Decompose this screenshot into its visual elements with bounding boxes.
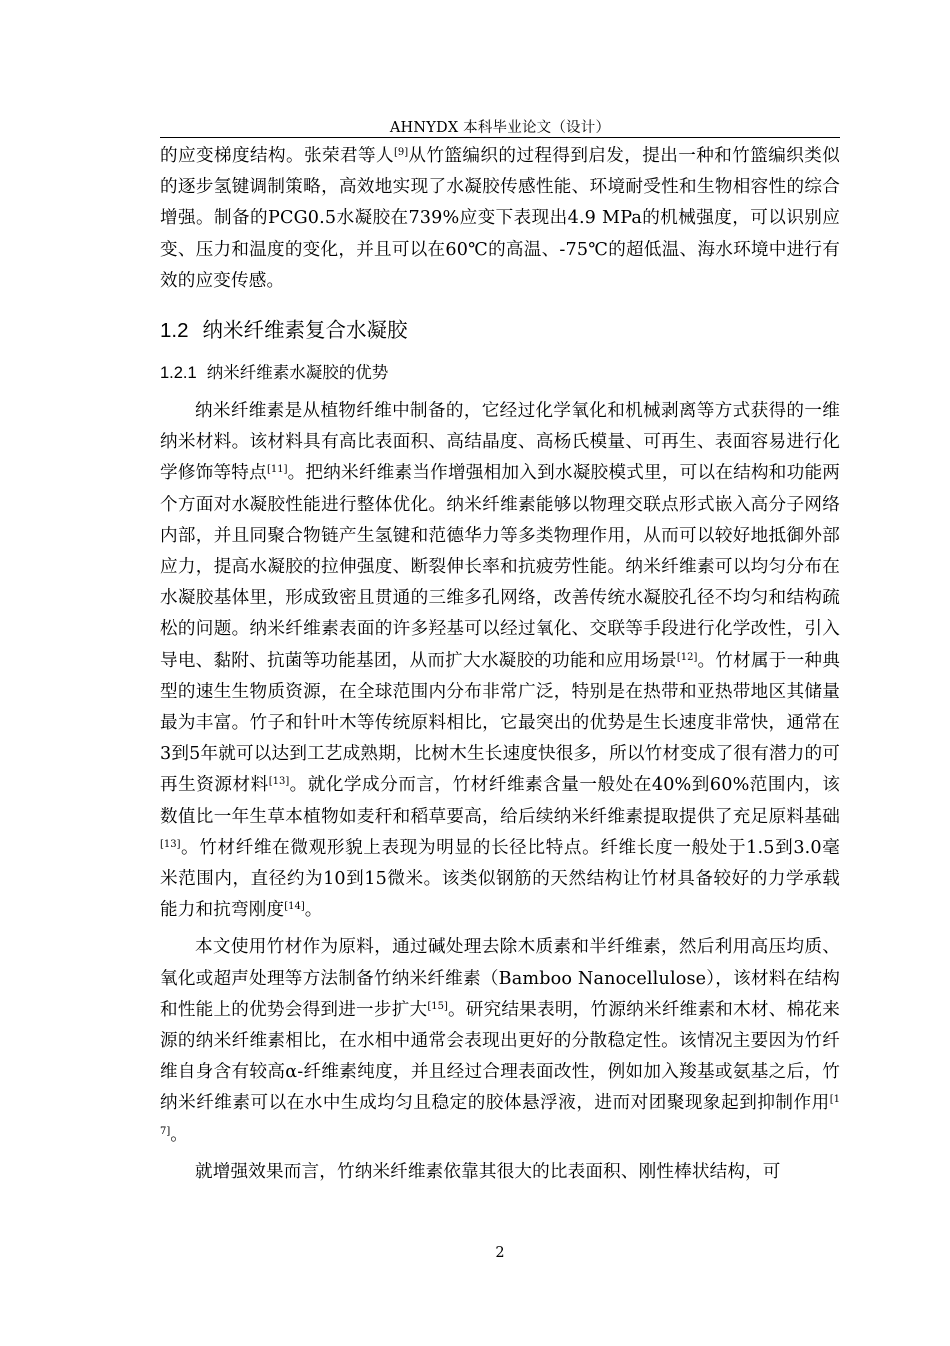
paragraph-text: 。就化学成分而言，竹材纤维素含量一般处在40%到60%范围内，该数值比一年生草本植物如麦秆和稻草要高，给后续纳米纤维素提取提供了充足原料基础 [160,775,841,827]
page-body [160,141,840,1188]
paragraph [160,396,840,926]
section-heading [160,315,840,346]
section-title: 纳米纤维素复合水凝胶 [202,318,408,343]
paragraph-text: 。竹材属于一种典型的速生生物质资源，在全球范围内分布非常广泛，特别是在热带和亚热带地区其储量最为丰富。竹子和针叶木等传统原料相比，它最突出的优势是生长速度非常快，通常在3到5年就可以达到工艺成熟期，比树木生长速度快很多，所以竹材变成了很有潜力的可再生资源材料 [160,650,840,796]
section-number: 1.2 [160,319,189,343]
citation: [15] [427,1000,448,1012]
paragraph-continued [160,141,840,297]
paragraph-text: 。 [170,1124,189,1145]
paragraph-text: 。 [304,900,323,921]
paragraph [160,932,840,1150]
header-divider [160,137,840,138]
page-number: 2 [495,1245,505,1261]
paragraph [160,1157,840,1188]
citation: [13] [160,838,181,850]
citation: [11] [266,464,288,476]
subsection-heading [160,360,840,386]
paragraph-text: 就增强效果而言，竹纳米纤维素依靠其很大的比表面积、刚性棒状结构，可 [195,1161,781,1182]
citation: [9] [393,147,409,158]
paragraph-text: 的应变梯度结构。张荣君等人 [160,146,394,166]
citation: [13] [268,776,290,788]
paragraph-text: 。把纳米纤维素当作增强相加入到水凝胶模式里，可以在结构和功能两个方面对水凝胶性能进行整体优化。纳米纤维素能够以物理交联点形式嵌入高分子网络内部，并且同聚合物链产生氢键和范德华力等多类物理作用，从而可以较好地抵御外部应力，提高水凝胶的拉伸强度、断裂伸长率和抗疲劳性能。纳米纤维素可以均匀分布在水凝胶基体里，形成致密且贯通的三维多孔网络，改善传统水凝胶孔径不均匀和结构疏松的问题。纳米纤维素表面的许多羟基可以经过氧化、交联等手段进行化学改性，引入导电、黏附、抗菌等功能基团，从而扩大水凝胶的功能和应用场景 [160,463,841,671]
subsection-number: 1.2.1 [160,364,197,383]
citation: [12] [676,651,698,663]
paragraph-text: 纳米纤维素是从植物纤维中制备的，它经过化学氧化和机械剥离等方式获得的一维纳米材料。该材料具有高比表面积、高结晶度、高杨氏模量、可再生、表面容易进行化学修饰等特点 [160,401,840,484]
paragraph-text: 。竹材纤维在微观形貌上表现为明显的长径比特点。纤维长度一般处于1.5到3.0毫米范围内，直径约为10到15微米。该类似钢筋的天然结构让竹材具备较好的力学承载能力和抗弯刚度 [160,837,840,921]
paragraph-text: 本文使用竹材作为原料，通过碱处理去除木质素和半纤维素，然后利用高压均质、氧化或超声处理等方法制备竹纳米纤维素（Bamboo Nanocellulose），该材料在结构和性能上的优势会得到进一步扩大 [160,937,840,1020]
paragraph-text: 从竹篮编织的过程得到启发，提出一种和竹篮编织类似的逐步氢键调制策略，高效地实现了水凝胶传感性能、环境耐受性和生物相容性的综合增强。制备的PCG0.5水凝胶在739%应变下表现出4.9 MPa的机械强度，可以识别应变、压力和温度的变化，并且可以在60℃的高温、-75℃的超低温、海水环境中进行有效的应变传感。 [160,146,840,291]
citation: [17] [160,1094,840,1137]
page-header: AHNYDX 本科毕业论文（设计） [389,120,611,136]
paragraph-text: 。研究结果表明，竹源纳米纤维素和木材、棉花来源的纳米纤维素相比，在水相中通常会表现出更好的分散稳定性。该情况主要因为竹纤维自身含有较高α-纤维素纯度，并且经过合理表面改性，例如加入羧基或氨基之后，竹纳米纤维素可以在水中生成均匀且稳定的胶体悬浮液，进而对团聚现象起到抑制作用 [160,999,840,1114]
subsection-title: 纳米纤维素水凝胶的优势 [206,363,389,383]
citation: [14] [284,901,305,913]
